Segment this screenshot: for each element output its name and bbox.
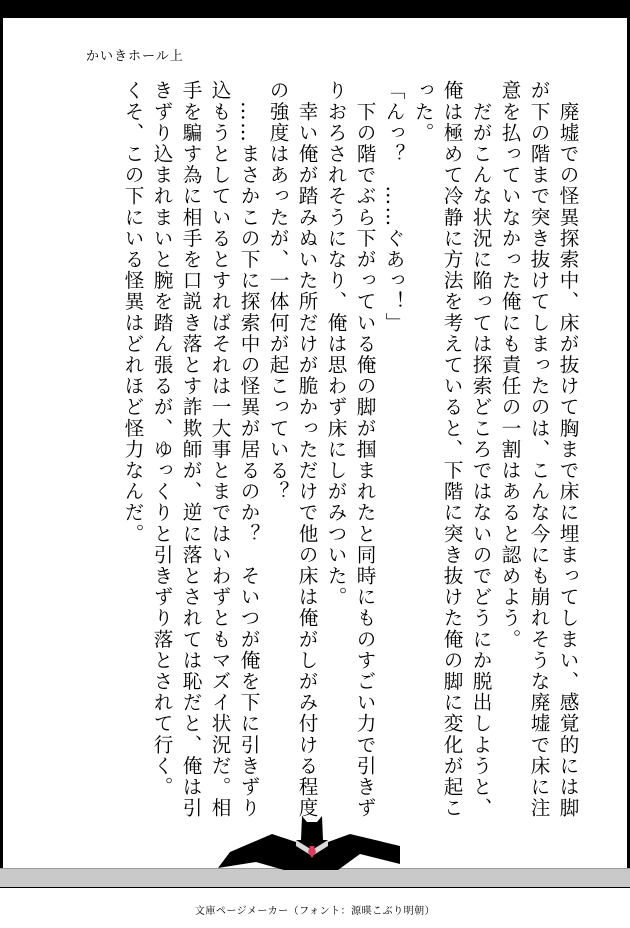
left-frame-edge: [0, 18, 3, 886]
paragraph: 「んっ？ ……ぐあっ！」: [382, 80, 405, 334]
page-header-title: かいきホール上: [86, 49, 184, 64]
suited-figure-illustration: [210, 812, 410, 870]
top-frame-bar: [0, 0, 630, 18]
footer-credit: 文庫ページメーカー（フォント：源暎こぶり明朝）: [194, 906, 436, 917]
vertical-text-body: [118, 80, 582, 820]
paragraph: 廃墟での怪異探索中、床が抜けて胸まで床に埋まってしまい、感覚的には脚が下の階まで突き抜けてしまったのは、こんな今にも崩れそうな廃墟で床に注意を払っていなかった俺にも責任の一割はあると認めよう。: [498, 80, 579, 819]
paragraph: だがこんな状況に陥っては探索どころではないのでどうにか脱出しようと、俺は極めて冷静に方法を考えていると、下階に突き抜けた俺の脚に変化が起こった。: [411, 80, 492, 819]
paragraph: 幸い俺が踏みぬいた所だけが脆かっただけで他の床は俺がしがみ付ける程度の強度はあったが、一体何が起こっている？: [266, 80, 318, 819]
paragraph: 下の階でぶら下がっている俺の脚が掴まれたと同時にものすごい力で引きずりおろされそうになり、俺は思わず床にしがみついた。: [324, 80, 376, 819]
paragraph: ……まさかこの下に探索中の怪異が居るのか？ そいつが俺を下に引きずり込もうとしているとすればそれは一大事とまではいわずともマズイ状況だ。相手を騙す為に相手を口説き落とす詐欺師が、逆に落とされては恥だと、俺は引きずり込まれまいと腕を踏ん張るが、ゆっくりと引きずり落とされて行く。: [150, 80, 260, 819]
paragraph: くそ、この下にいる怪異はどれほど怪力なんだ。: [121, 80, 144, 545]
footer-band: [0, 868, 630, 888]
